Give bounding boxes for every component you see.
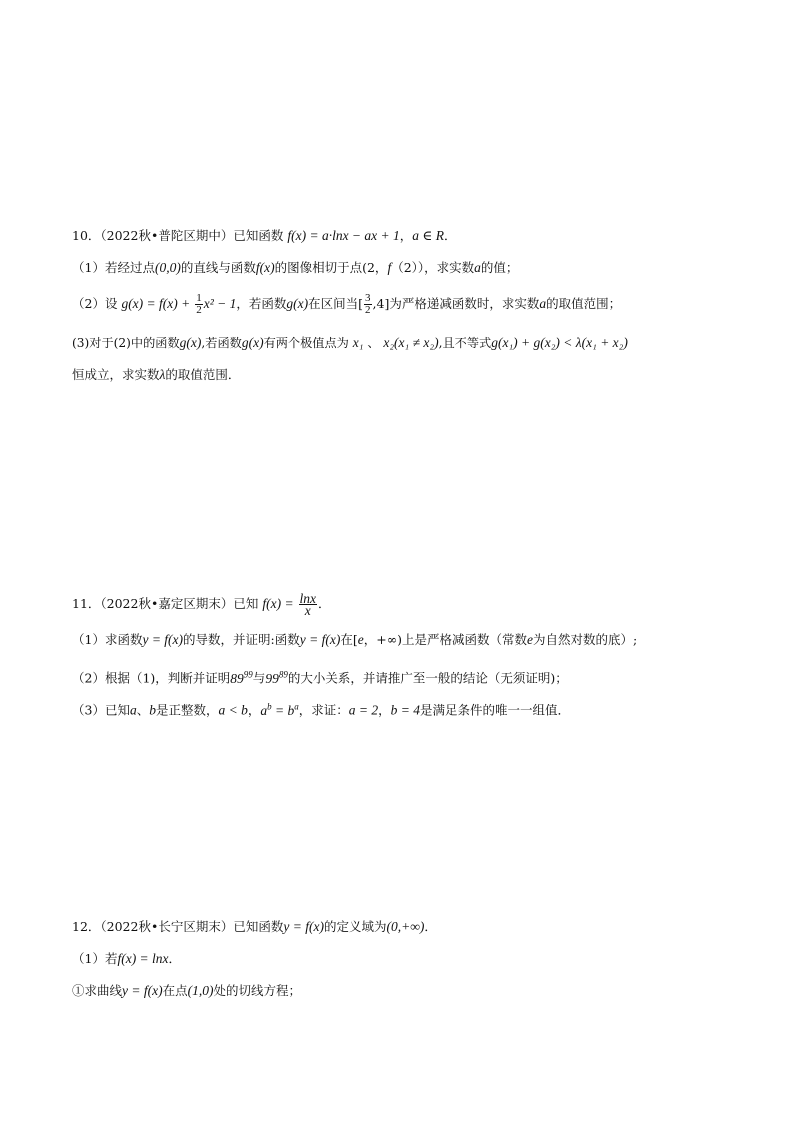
q12-part-1: （1）若f(x) = lnx． (72, 951, 182, 966)
math-expression: g(x) = f(x) + (121, 296, 191, 311)
math-expression: x₂(x₁ ≠ x₂) (383, 335, 439, 350)
q10-part-3: (3)对于(2)中的函数g(x),若函数g(x)有两个极值点为 x₁ 、 x₂(x₁ ≠ x₂),且不等式g(x₁) + g(x₂) < λ(x₁ + x₂) (72, 335, 628, 350)
math-expression: g(x) (179, 335, 202, 350)
fraction: $\frac{1}{2}$ (196, 292, 202, 316)
question-source: （2022秋•长宁区期末） (100, 919, 234, 934)
math-expression: x₁ (352, 335, 364, 350)
math-expression: $89^{99}$ (230, 669, 253, 686)
math-expression: y = f(x) (122, 983, 163, 998)
q10-part-1: （1）若经过点(0,0)的直线与函数f(x)的图像相切于点(2，f（2）），求实数a的值； (72, 260, 519, 275)
q12-stem: 12．（2022秋•长宁区期末）已知函数y = f(x)的定义域为(0,+∞)． (72, 919, 437, 934)
question-number: 11． (72, 596, 101, 611)
question-number: 10． (72, 228, 101, 243)
math-expression: f(x) = lnx (117, 951, 169, 966)
math-variable: e (527, 632, 534, 647)
q11-part-2: （2）根据（1)，判断并证明$89^{99}$与$99^{89}$的大小关系，并请推广至一般的结论（无须证明)； (72, 669, 568, 686)
q10-part-3-cont: 恒成立，求实数λ的取值范围． (72, 367, 241, 382)
math-expression: (0,+∞) (386, 919, 425, 934)
math-expression: a < b (218, 702, 248, 718)
q12-subpart-1: ①求曲线y = f(x)在点(1,0)处的切线方程； (72, 983, 302, 998)
math-expression: (0,0) (154, 260, 181, 275)
math-variable: λ (159, 367, 166, 382)
fraction: $\frac{3}{2}$ (365, 292, 371, 316)
math-expression: x² − 1 (203, 296, 237, 311)
math-expression: y = f(x) (299, 632, 341, 647)
math-expression: b = 4 (390, 702, 421, 718)
math-variable: e (357, 632, 364, 647)
math-expression: $99^{89}$ (265, 669, 288, 686)
question-source: （2022秋•嘉定区期末） (100, 596, 234, 611)
math-expression: g(x₁) + g(x₂) < λ(x₁ + x₂) (491, 335, 628, 350)
q10-part-2: （2）设 g(x) = f(x) + $\frac{1}{2}$ x² − 1，若函数g(x)在区间当[ $\frac{3}{2}$ ,4]为严格递减函数时，求实数a的取值范围； (72, 292, 622, 316)
question-number: 12． (72, 919, 101, 934)
math-expression: g(x) (286, 296, 309, 311)
math-variable: a (129, 702, 137, 718)
q11-stem: 11．（2022秋•嘉定区期末）已知 f(x) = $\frac{\ln x}{x}$ ． (72, 591, 331, 618)
math-expression: y = f(x) (142, 632, 184, 647)
math-expression: (1,0) (187, 983, 214, 998)
math-expression: a = 2 (348, 702, 379, 718)
math-expression: f (387, 260, 392, 275)
q11-part-1: （1）求函数y = f(x)的导数，并证明:函数y = f(x)在[e，+∞)上是严格减函数（常数e为自然对数的底）; (72, 632, 638, 647)
math-expression: y = f(x) (283, 919, 324, 934)
fraction: $\frac{\ln x}{x}$ (299, 591, 317, 618)
math-variable: a (474, 260, 481, 275)
math-expression: g(x) (241, 335, 264, 350)
math-expression: f(x) (255, 260, 275, 275)
math-expression: $a^b = b^a$ (260, 701, 299, 718)
math-variable: a (539, 296, 547, 311)
q10-stem: 10．（2022秋•普陀区期中）已知函数 f(x) = a·lnx − ax + 1，a ∈ R． (72, 228, 457, 243)
math-variable: b (149, 702, 156, 718)
math-expression: f(x) = a·lnx − ax + 1 (287, 228, 400, 243)
math-expression: a ∈ R (412, 228, 445, 243)
math-expression: f(x) = (262, 596, 294, 611)
question-source: （2022秋•普陀区期中） (100, 228, 234, 243)
q11-part-3: （3）已知a、b是正整数，a < b，$a^b = b^a$，求证：a = 2，b = 4是满足条件的唯一一组值． (72, 701, 571, 718)
